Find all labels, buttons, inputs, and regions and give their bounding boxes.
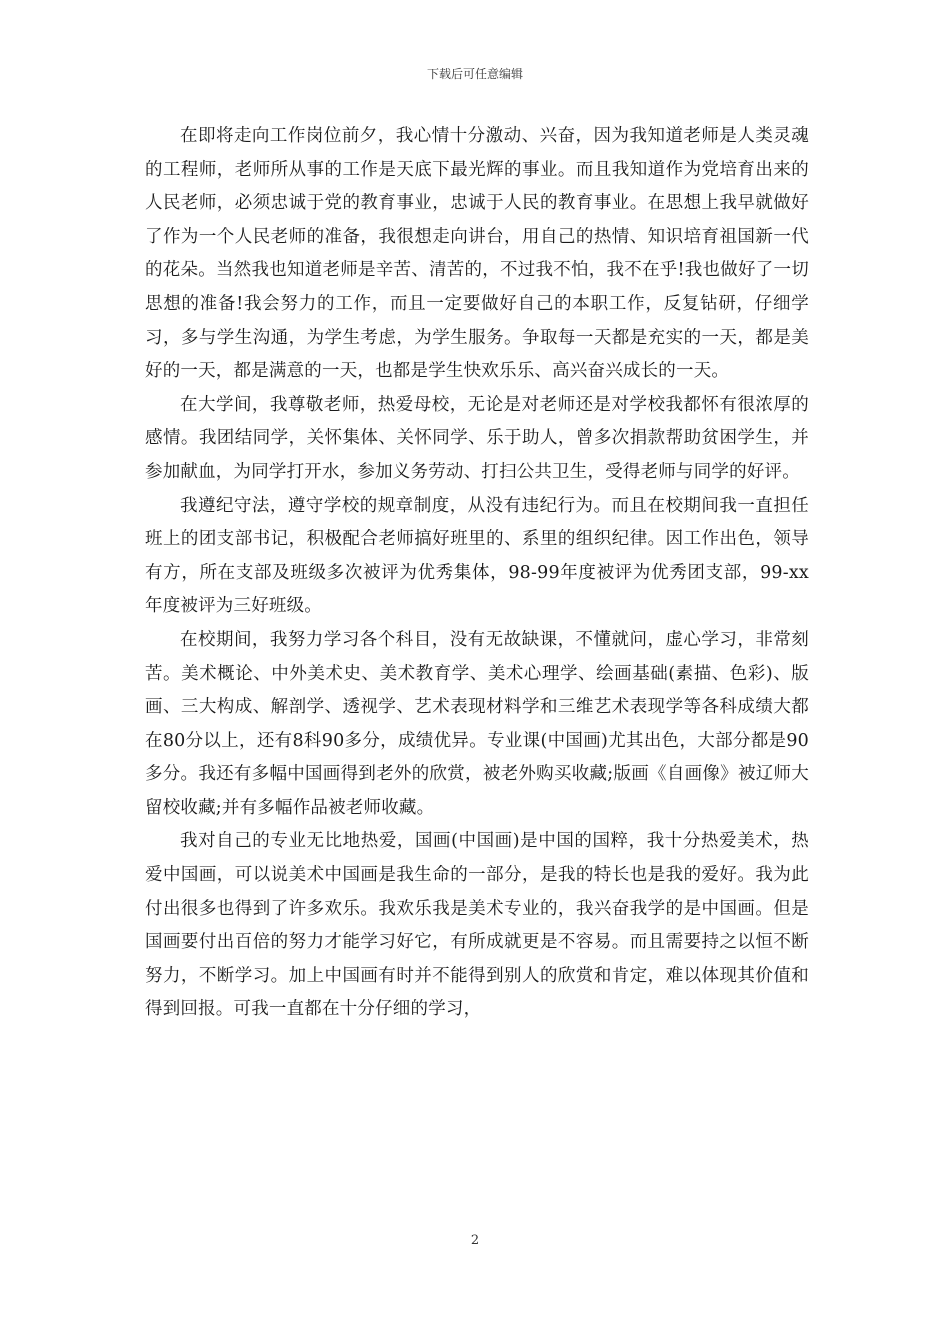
paragraph-2: 在大学间，我尊敬老师，热爱母校，无论是对老师还是对学校我都怀有很浓厚的感情。我团结同学，关怀集体、关怀同学、乐于助人，曾多次捐款帮助贫困学生，并参加献血，为同学打开水，参加义务劳动、打扫公共卫生，受得老师与同学的好评。: [145, 394, 809, 482]
document-body: [145, 120, 809, 1027]
paragraph-1: 在即将走向工作岗位前夕，我心情十分激动、兴奋，因为我知道老师是人类灵魂的工程师，老师所从事的工作是天底下最光辉的事业。而且我知道作为党培育出来的人民老师，必须忠诚于党的教育事业，忠诚于人民的教育事业。在思想上我早就做好了作为一个人民老师的准备，我很想走向讲台，用自己的热情、知识培育祖国新一代的花朵。当然我也知道老师是辛苦、清苦的，不过我不怕，我不在乎!我也做好了一切思想的准备!我会努力的工作，而且一定要做好自己的本职工作，反复钻研，仔细学习，多与学生沟通，为学生考虑，为学生服务。争取每一天都是充实的一天，都是美好的一天，都是满意的一天，也都是学生快欢乐乐、高兴奋兴成长的一天。: [145, 126, 809, 382]
page-number: 2: [470, 1233, 480, 1248]
paragraph-4: 在校期间，我努力学习各个科目，没有无故缺课，不懂就问，虚心学习，非常刻苦。美术概论、中外美术史、美术教育学、美术心理学、绘画基础(素描、色彩)、版画、三大构成、解剖学、透视学、艺术表现材料学和三维艺术表现学等各科成绩大都在80分以上，还有8科90多分，成绩优异。专业课(中国画)尤其出色，大部分都是90多分。我还有多幅中国画得到老外的欣赏，被老外购买收藏;版画《自画像》被辽师大留校收藏;并有多幅作品被老师收藏。: [145, 629, 809, 818]
paragraph-5: 我对自己的专业无比地热爱，国画(中国画)是中国的国粹，我十分热爱美术，热爱中国画，可以说美术中国画是我生命的一部分，是我的特长也是我的爱好。我为此付出很多也得到了许多欢乐。我欢乐我是美术专业的，我兴奋我学的是中国画。但是国画要付出百倍的努力才能学习好它，有所成就更是不容易。而且需要持之以恒不断努力，不断学习。加上中国画有时并不能得到别人的欣赏和肯定，难以体现其价值和得到回报。可我一直都在十分仔细的学习，: [145, 831, 809, 1020]
page-header: 下载后可任意编辑: [426, 67, 523, 81]
paragraph-3: 我遵纪守法，遵守学校的规章制度，从没有违纪行为。而且在校期间我一直担任班上的团支部书记，积极配合老师搞好班里的、系里的组织纪律。因工作出色，领导有方，所在支部及班级多次被评为优秀集体，98-99年度被评为优秀团支部，99-xx年度被评为三好班级。: [145, 495, 809, 617]
